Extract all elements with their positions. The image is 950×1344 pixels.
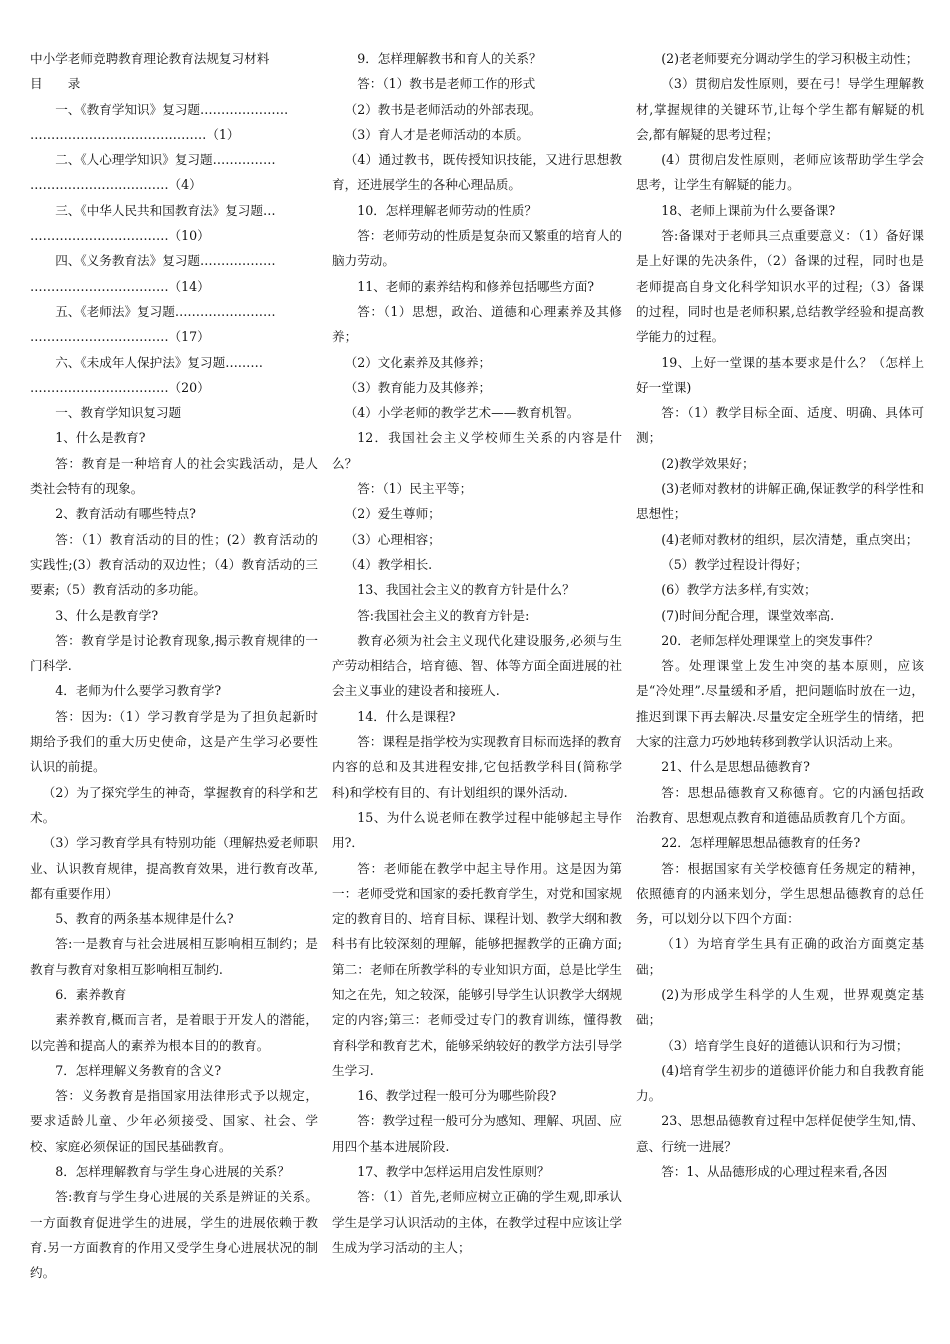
paragraph: 答:备课对于老师具三点重要意义：（1）备好课是上好课的先决条件，（2）备课的过程，同时也是老师提高自身文化科学知识水平的过程;（3）备课的过程，同时也是老师积累,总结教学经验和提高教学能力的过程。 [636, 228, 924, 345]
paragraph: 答：（1）民主平等； [357, 481, 473, 497]
toc-entry: 四、《义务教育法》复习题……………… [55, 253, 276, 269]
paragraph: （3）心理相容； [344, 531, 441, 547]
paragraph: （4）小学老师的教学艺术——教育机智。 [344, 405, 580, 421]
paragraph: 教育必须为社会主义现代化建设服务,必须与生产劳动相结合，培育德、智、体等方面全面进展的社会主义事业的建设者和接班人. [332, 632, 622, 699]
paragraph: 答：根据国家有关学校德育任务规定的精神，依照德育的内涵来划分，学生思想品德教育的总任务，可以划分以下四个方面： [636, 860, 924, 927]
paragraph: (4)培育学生初步的道德评价能力和自我教育能力。 [636, 1062, 924, 1104]
toc-entry-page: ……………………………（10） [30, 228, 210, 244]
paragraph: 20．老师怎样处理课堂上的突发事件？ [661, 632, 879, 648]
paragraph: 答：老师劳动的性质是复杂而又繁重的培育人的脑力劳动。 [332, 228, 622, 269]
paragraph: 答：课程是指学校为实现教育目标而选择的教育内容的总和及其进程安排,它包括教学科目(简称学科)和学校有目的、有计划组织的课外活动. [332, 734, 622, 800]
section-heading: 一、教育学知识复习题 [55, 405, 182, 421]
toc-entry-page: ……………………………（14） [30, 278, 210, 294]
paragraph: 2、教育活动有哪些特点? [55, 506, 196, 522]
paragraph: 9．怎样理解教书和育人的关系？ [357, 51, 542, 66]
paragraph: 8．怎样理解教育与学生身心进展的关系？ [55, 1164, 290, 1180]
paragraph: 7．怎样理解义务教育的含义? [55, 1062, 222, 1078]
paragraph: （2）为了探究学生的神奇，掌握教育的科学和艺术。 [30, 784, 318, 825]
paragraph: 23、思想品德教育过程中怎样促使学生知,情、意、行统一进展？ [636, 1113, 924, 1154]
paragraph: 19、上好一堂课的基本要求是什么？（怎样上好一堂课) [636, 354, 924, 395]
paragraph: 答：（1）教书是老师工作的形式 [357, 76, 536, 92]
paragraph: 答：（1）思想，政治、道德和心理素养及其修养； [332, 303, 622, 345]
paragraph: 1、什么是教育? [55, 430, 146, 446]
toc-entry-page: ……………………………（17） [30, 329, 210, 345]
toc-entry-page: ……………………………………（1） [30, 126, 240, 142]
paragraph: （4）教学相长. [344, 556, 433, 572]
paragraph: 答:我国社会主义的教育方针是: [357, 607, 530, 623]
paragraph: (2)老老师要充分调动学生的学习积极主动性； [661, 51, 919, 66]
paragraph: （4）通过教书，既传授知识技能，又进行思想教育，还进展学生的各种心理品质。 [332, 152, 622, 193]
paragraph: 答：老师能在教学中起主导作用。这是因为第一：老师受党和国家的委托教育学生，对党和国家规定的教育目的、培育目标、课程计划、教学大纲和教科书有比较深刻的理解，能够把握教学的正确方面;第二：老师在所教学科的专业知识方面，总是比学生知之在先，知之较深，能够引导学生认识教学大纲规定的内容;第三：老师受过专门的教育训练，懂得教育科学和教育艺术，能够采纳较好的教学方法引导学生学习. [332, 860, 622, 1078]
paragraph: (6）教学方法多样,有实效； [661, 582, 817, 598]
paragraph: 答：思想品德教育又称德育。它的内涵包括政治教育、思想观点教育和道德品质教育几个方面。 [636, 784, 924, 825]
paragraph: （2）文化素养及其修养； [344, 354, 492, 370]
paragraph: (4）贯彻启发性原则，老师应该帮助学生学会思考，让学生有解疑的能力。 [636, 152, 924, 193]
paragraph: (2)教学效果好； [661, 455, 755, 471]
paragraph: 22．怎样理解思想品德教育的任务? [661, 835, 861, 851]
toc-entry: 五、《老师法》复习题…………………… [55, 303, 276, 319]
column-2-body [332, 46, 622, 1260]
column-1-body [30, 425, 318, 1285]
paragraph: 3、什么是教育学? [55, 607, 159, 623]
paragraph: 18、老师上课前为什么要备课? [661, 202, 836, 218]
toc-entry-page: ……………………………（4） [30, 177, 202, 193]
paragraph: (3)老师对教材的讲解正确,保证教学的科学性和思想性； [636, 481, 924, 522]
paragraph: （5）教学过程设计得好； [661, 556, 808, 572]
paragraph: （3）培育学生良好的道德认识和行为习惯； [661, 1037, 909, 1053]
column-3-body [636, 46, 924, 1184]
toc-entry: 二、《人心理学知识》复习题…………… [55, 152, 276, 168]
toc-heading: 目 录 [30, 76, 81, 92]
paragraph: （3）育人才是老师活动的本质。 [344, 126, 529, 142]
paragraph: 答：教学过程一般可分为感知、理解、巩固、应用四个基本进展阶段. [332, 1113, 622, 1154]
document-title: 中小学老师竞聘教育理论教育法规复习材料 [30, 51, 270, 66]
paragraph: 10．怎样理解老师劳动的性质？ [357, 202, 537, 218]
paragraph: 17、教学中怎样运用启发性原则？ [357, 1164, 550, 1180]
paragraph: (2)为形成学生科学的人生观，世界观奠定基础； [636, 986, 924, 1028]
toc-entry: 六、《未成年人保护法》复习题……… [55, 354, 263, 370]
paragraph: 答。处理课堂上发生冲突的基本原则，应该是“冷处理”.尽量缓和矛盾，把问题临时放在一边，推迟到课下再去解决.尽量安定全班学生的情绪，把大家的注意力巧妙地转移到教学认识活动上来。 [636, 658, 924, 750]
paragraph: 答：教育是一种培育人的社会实践活动，是人类社会特有的现象。 [30, 455, 318, 497]
paragraph: 答：（1）教育活动的目的性；(2）教育活动的实践性;(3）教育活动的双边性；（4）教育活动的三要素;（5）教育活动的多功能。 [30, 531, 318, 598]
paragraph: 16、教学过程一般可分为哪些阶段? [357, 1088, 557, 1104]
paragraph: 4．老师为什么要学习教育学? [55, 683, 222, 699]
paragraph: 14．什么是课程? [357, 708, 456, 724]
toc-list [30, 97, 318, 401]
paragraph: 答：1、从品德形成的心理过程来看,各因 [661, 1164, 888, 1180]
column-2 [332, 46, 622, 1260]
paragraph: 答：教育学是讨论教育现象,揭示教育规律的一门科学. [30, 632, 318, 674]
toc-entry: 一、《教育学知识》复习题………………… [55, 101, 289, 117]
paragraph: 12．我国社会主义学校师生关系的内容是什么？ [332, 430, 622, 471]
paragraph: 答：（1）首先,老师应树立正确的学生观,即承认学生是学习认识活动的主体，在教学过程中应该让学生成为学习活动的主人； [332, 1189, 622, 1255]
paragraph: 13、我国社会主义的教育方针是什么？ [357, 582, 575, 598]
paragraph: 答:一是教育与社会进展相互影响相互制约；是教育与教育对象相互影响相互制约. [30, 936, 318, 977]
paragraph: （1）为培育学生具有正确的政治方面奠定基础； [636, 936, 924, 977]
paragraph: 答:教育与学生身心进展的关系是辨证的关系。一方面教育促进学生的进展，学生的进展依赖于教育.另一方面教育的作用又受学生身心进展状况的制约。 [30, 1189, 318, 1281]
paragraph: (7)时间分配合理，课堂效率高. [661, 607, 835, 623]
paragraph: 素养教育,概而言者，是着眼于开发人的潜能，以完善和提高人的素养为根本目的的教育。 [30, 1012, 318, 1053]
paragraph: 5、教育的两条基本规律是什么? [55, 911, 234, 927]
paragraph: （2）爱生尊师； [344, 506, 441, 522]
paragraph: 答：因为:（1）学习教育学是为了担负起新时期给予我们的重大历史使命，这是产生学习必要性认识的前提。 [30, 708, 318, 775]
paragraph: （3）学习教育学具有特别功能（理解热爱老师职业、认识教育规律，提高教育效果，进行教育改革,都有重要作用） [30, 835, 318, 901]
toc-entry: 三、《中华人民共和国教育法》复习题… [55, 202, 276, 218]
paragraph: 答：（1）教学目标全面、适度、明确、具体可测； [636, 405, 924, 446]
column-1 [30, 46, 318, 1286]
paragraph: (4)老师对教材的组织，层次清楚，重点突出； [661, 531, 919, 547]
paragraph: （3）贯彻启发性原则，要在弓！导学生理解教材,掌握规律的关键环节,让每个学生都有解疑的机会,都有解疑的思考过程； [636, 76, 924, 142]
toc-entry-page: ……………………………（20） [30, 379, 210, 395]
paragraph: 6．素养教育 [55, 986, 127, 1002]
paragraph: （2）教书是老师活动的外部表现。 [344, 101, 542, 117]
paragraph: 21、什么是思想品德教育? [661, 759, 810, 775]
paragraph: 答：义务教育是指国家用法律形式予以规定，要求适龄儿童、少年必须接受、国家、社会、学校、家庭必须保证的国民基础教育。 [30, 1088, 318, 1154]
paragraph: 11、老师的素养结构和修养包括哪些方面? [357, 278, 595, 294]
paragraph: 15、为什么说老师在教学过程中能够起主导作用?． [332, 809, 622, 851]
column-3 [636, 46, 924, 1184]
paragraph: （3）教育能力及其修养； [344, 379, 492, 395]
